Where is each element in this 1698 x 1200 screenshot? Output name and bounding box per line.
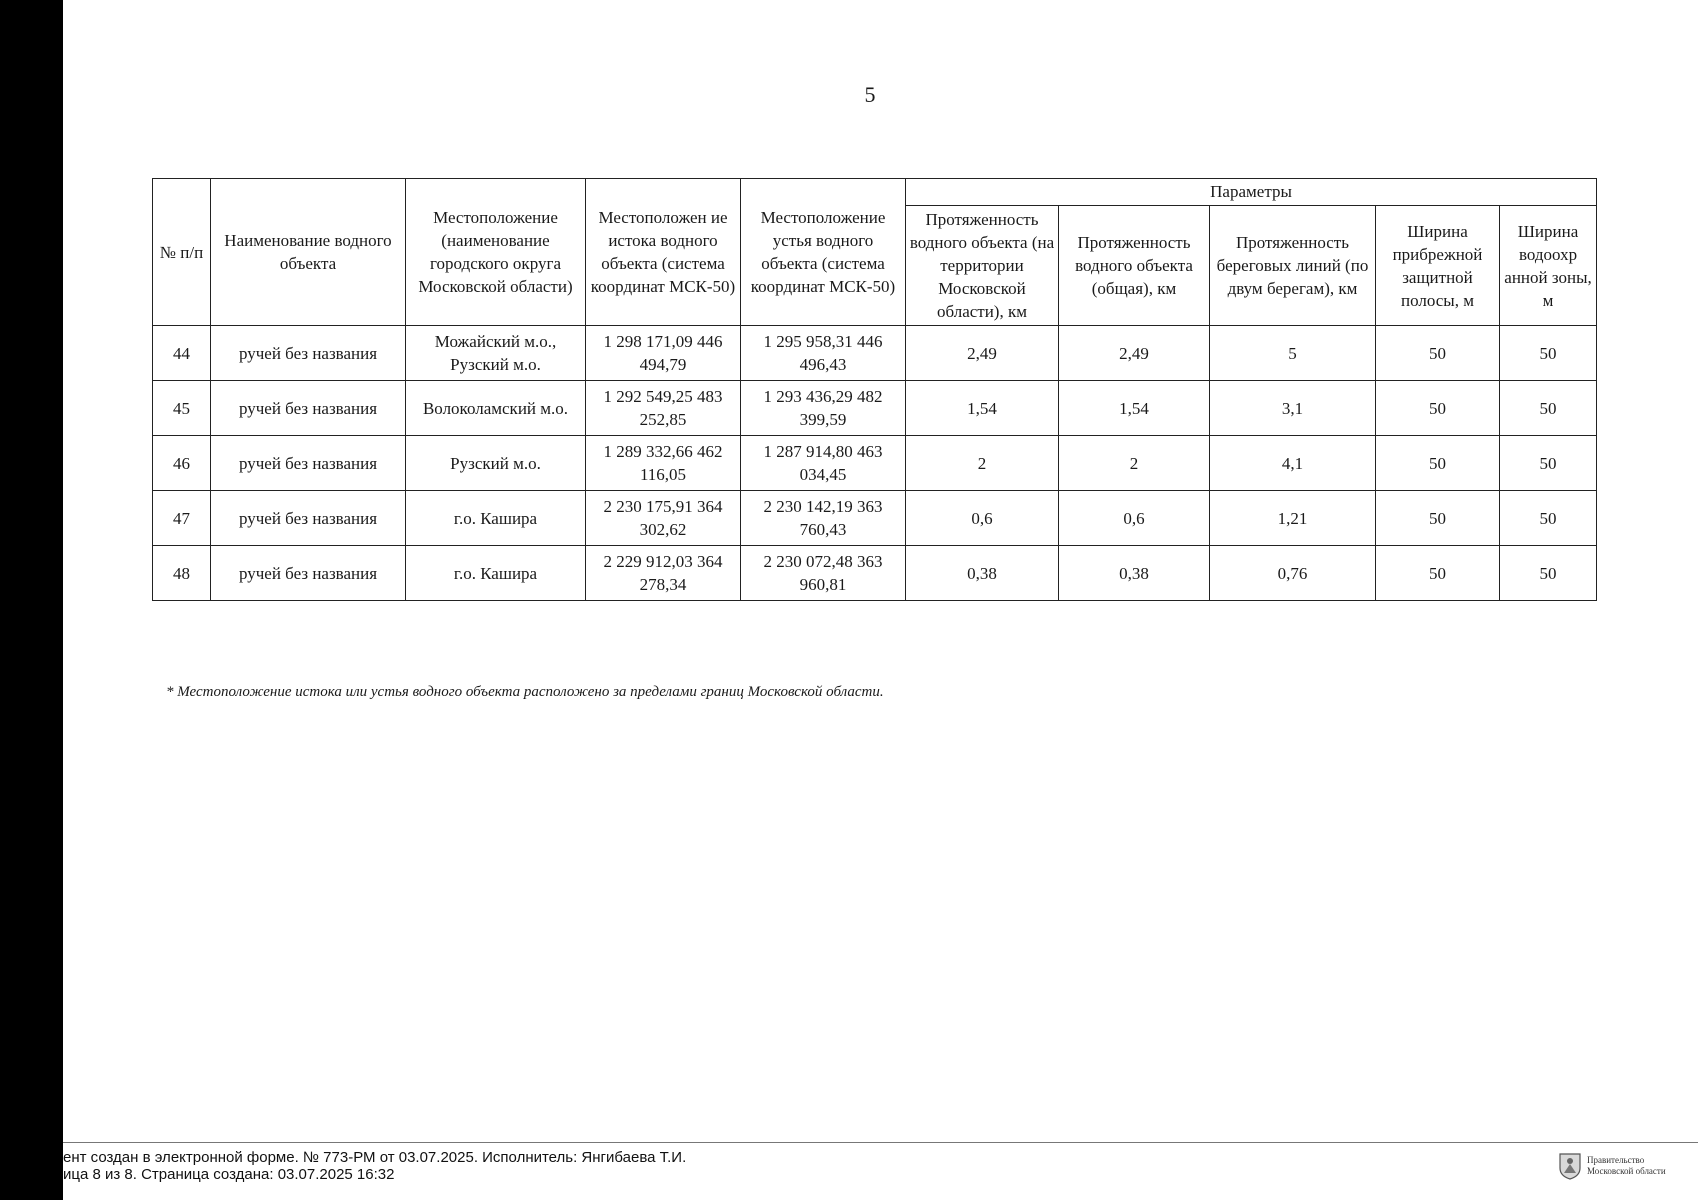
cell-length-total: 2,49: [1059, 326, 1210, 381]
header-location: Местоположение (наименование городского округа Московской области): [406, 179, 586, 326]
cell-source: 2 230 175,91 364 302,62: [586, 491, 741, 546]
cell-mouth: 1 287 914,80 463 034,45: [741, 436, 906, 491]
cell-location: Волоколамский м.о.: [406, 381, 586, 436]
coat-of-arms-icon: [1558, 1152, 1582, 1180]
cell-shore-length: 5: [1210, 326, 1376, 381]
cell-location: г.о. Кашира: [406, 491, 586, 546]
cell-shore-length: 4,1: [1210, 436, 1376, 491]
cell-length-region: 2: [906, 436, 1059, 491]
footnote: * Местоположение истока или устья водного объекта расположено за пределами границ Московской области.: [166, 684, 884, 700]
header-length-total: Протяженность водного объекта (общая), км: [1059, 206, 1210, 326]
table-row: [153, 546, 1597, 601]
header-source: Местоположен ие истока водного объекта (система координат МСК-50): [586, 179, 741, 326]
logo-line-2: Московской области: [1587, 1166, 1666, 1176]
water-objects-table: [152, 178, 1597, 601]
cell-water-zone-width: 50: [1500, 381, 1597, 436]
logo-line-1: Правительство: [1587, 1155, 1645, 1165]
cell-source: 1 292 549,25 483 252,85: [586, 381, 741, 436]
cell-length-region: 0,6: [906, 491, 1059, 546]
cell-length-total: 1,54: [1059, 381, 1210, 436]
cell-length-total: 0,6: [1059, 491, 1210, 546]
header-water-zone-width: Ширина водоохр анной зоны, м: [1500, 206, 1597, 326]
cell-location: Можайский м.о., Рузский м.о.: [406, 326, 586, 381]
cell-coastal-width: 50: [1376, 491, 1500, 546]
header-length-region: Протяженность водного объекта (на территории Московской области), км: [906, 206, 1059, 326]
table-row: [153, 436, 1597, 491]
header-shore-length: Протяженность береговых линий (по двум берегам), км: [1210, 206, 1376, 326]
table-header-row: [153, 179, 1597, 206]
cell-name: ручей без названия: [211, 436, 406, 491]
cell-location: г.о. Кашира: [406, 546, 586, 601]
government-logo: [1558, 1152, 1666, 1180]
cell-water-zone-width: 50: [1500, 326, 1597, 381]
cell-water-zone-width: 50: [1500, 491, 1597, 546]
header-coastal-width: Ширина прибрежной защитной полосы, м: [1376, 206, 1500, 326]
cell-shore-length: 0,76: [1210, 546, 1376, 601]
cell-coastal-width: 50: [1376, 436, 1500, 491]
cell-length-region: 2,49: [906, 326, 1059, 381]
cell-mouth: 1 295 958,31 446 496,43: [741, 326, 906, 381]
page-number: 5: [864, 82, 876, 107]
footer-divider: [63, 1142, 1698, 1143]
cell-water-zone-width: 50: [1500, 546, 1597, 601]
cell-source: 1 289 332,66 462 116,05: [586, 436, 741, 491]
header-num: № п/п: [153, 179, 211, 326]
header-name: Наименование водного объекта: [211, 179, 406, 326]
cell-num: 45: [153, 381, 211, 436]
cell-mouth: 2 230 072,48 363 960,81: [741, 546, 906, 601]
cell-name: ручей без названия: [211, 491, 406, 546]
footer-page-line: ица 8 из 8. Страница создана: 03.07.2025 16:32: [63, 1166, 395, 1183]
header-mouth: Местоположение устья водного объекта (система координат МСК-50): [741, 179, 906, 326]
cell-location: Рузский м.о.: [406, 436, 586, 491]
cell-source: 1 298 171,09 446 494,79: [586, 326, 741, 381]
cell-num: 46: [153, 436, 211, 491]
cell-mouth: 2 230 142,19 363 760,43: [741, 491, 906, 546]
footer-document-line: ент создан в электронной форме. № 773-РМ от 03.07.2025. Исполнитель: Янгибаева Т.И.: [63, 1149, 687, 1166]
cell-num: 48: [153, 546, 211, 601]
header-params: Параметры: [906, 179, 1597, 206]
cell-shore-length: 1,21: [1210, 491, 1376, 546]
cell-name: ручей без названия: [211, 546, 406, 601]
table-row: [153, 491, 1597, 546]
cell-coastal-width: 50: [1376, 381, 1500, 436]
cell-num: 47: [153, 491, 211, 546]
cell-name: ручей без названия: [211, 326, 406, 381]
cell-length-total: 2: [1059, 436, 1210, 491]
cell-coastal-width: 50: [1376, 326, 1500, 381]
cell-length-total: 0,38: [1059, 546, 1210, 601]
cell-shore-length: 3,1: [1210, 381, 1376, 436]
cell-coastal-width: 50: [1376, 546, 1500, 601]
footer-info: [63, 1149, 686, 1183]
cell-length-region: 0,38: [906, 546, 1059, 601]
cell-length-region: 1,54: [906, 381, 1059, 436]
cell-name: ручей без названия: [211, 381, 406, 436]
cell-mouth: 1 293 436,29 482 399,59: [741, 381, 906, 436]
scan-left-margin: [0, 0, 63, 1200]
cell-water-zone-width: 50: [1500, 436, 1597, 491]
cell-source: 2 229 912,03 364 278,34: [586, 546, 741, 601]
table-row: [153, 381, 1597, 436]
cell-num: 44: [153, 326, 211, 381]
table-row: [153, 326, 1597, 381]
